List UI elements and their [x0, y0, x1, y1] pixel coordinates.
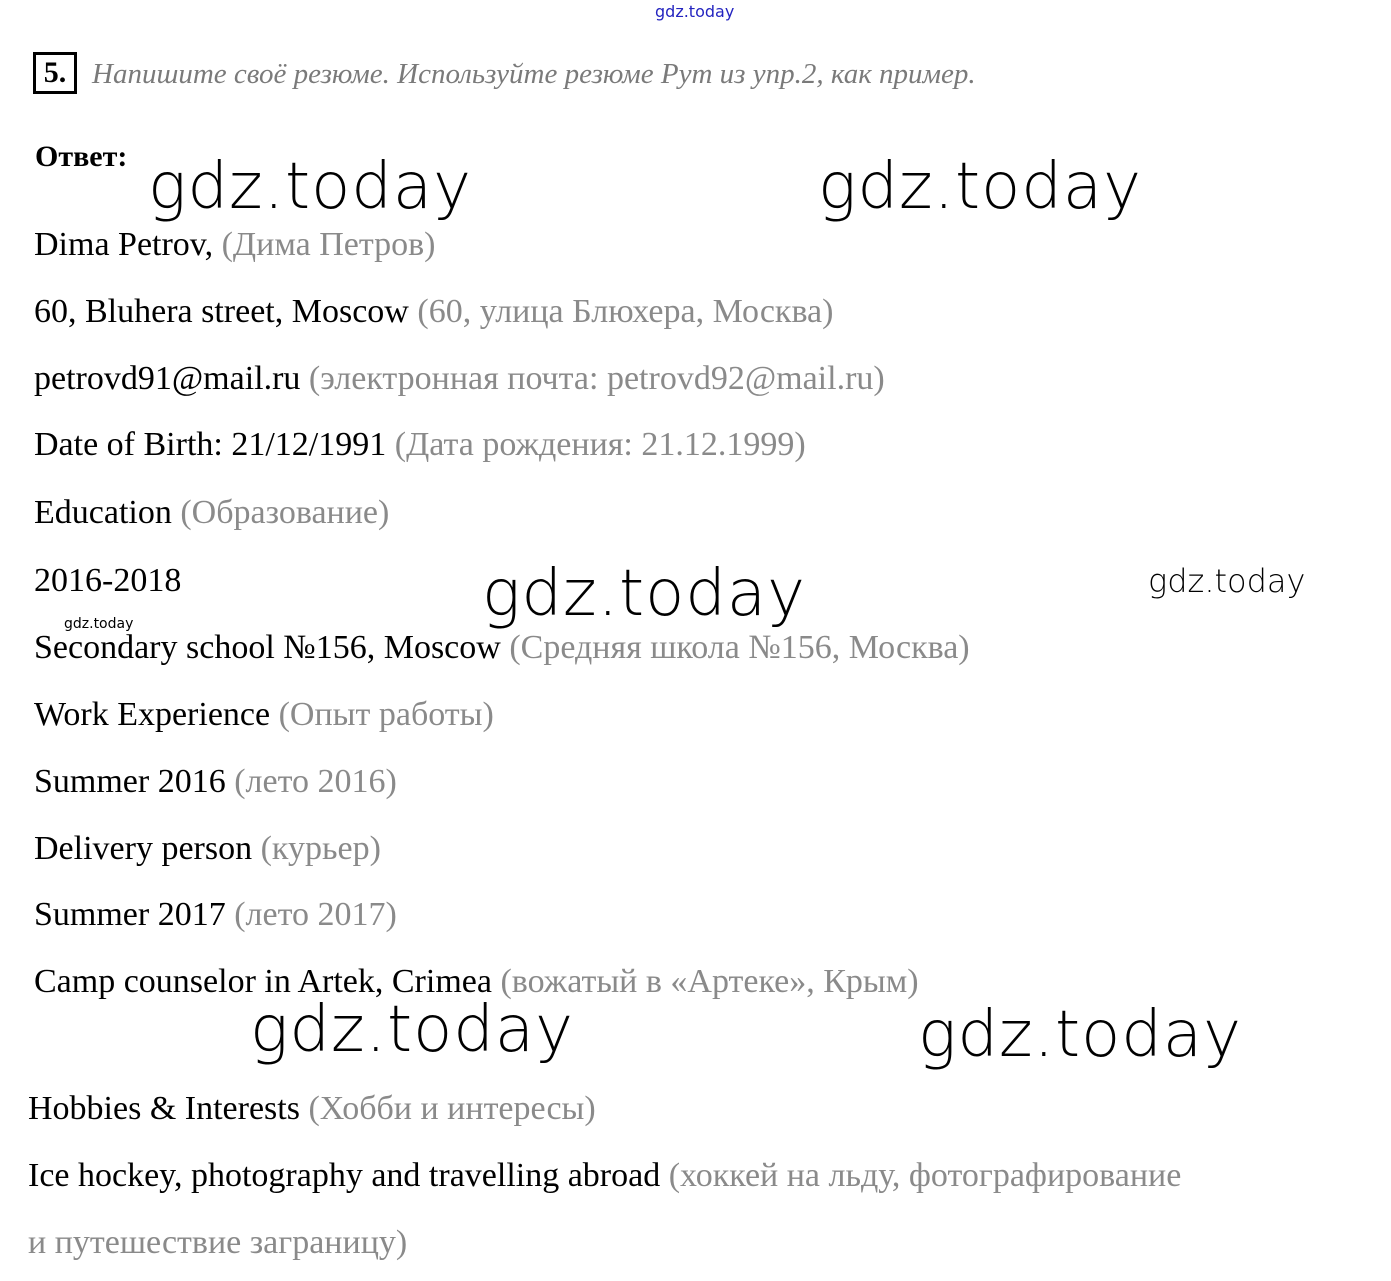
- watermark: gdz.today: [1148, 562, 1306, 600]
- resume-line-hobbies: [28, 1090, 596, 1128]
- line-english: Summer 2017: [34, 896, 226, 933]
- resume-line-address: [34, 293, 833, 331]
- line-english: Summer 2016: [34, 763, 226, 800]
- line-translation: (хоккей на льду, фотографирование: [668, 1157, 1182, 1194]
- line-english: Delivery person: [34, 830, 253, 867]
- resume-line-name: [34, 226, 436, 264]
- line-translation: и путешествие заграницу): [28, 1224, 408, 1261]
- watermark-top: gdz.today: [655, 2, 735, 21]
- line-english: Ice hockey, photography and travelling abroad: [28, 1157, 661, 1194]
- line-translation: (Дата рождения: 21.12.1999): [394, 426, 806, 463]
- line-translation: (Хобби и интересы): [308, 1090, 596, 1127]
- task-number-box: 5.: [33, 52, 77, 94]
- line-translation: (электронная почта: petrovd92@mail.ru): [308, 360, 885, 397]
- resume-line-birth: [34, 426, 806, 464]
- line-english: Secondary school №156, Moscow: [34, 629, 501, 666]
- line-english: 2016-2018: [34, 562, 182, 599]
- watermark: gdz.today: [64, 616, 134, 632]
- line-english: Camp counselor in Artek, Crimea: [34, 963, 492, 1000]
- line-translation: (Средняя школа №156, Москва): [509, 629, 970, 666]
- task-instruction: Напишите своё резюме. Используйте резюме Рут из упр.2, как пример.: [92, 58, 976, 90]
- line-english: Hobbies & Interests: [28, 1090, 300, 1127]
- line-translation: (Опыт работы): [278, 696, 494, 733]
- line-english: Date of Birth: 21/12/1991: [34, 426, 387, 463]
- line-english: petrovd91@mail.ru: [34, 360, 301, 397]
- line-translation: (лето 2017): [234, 896, 397, 933]
- line-translation: (60, улица Блюхера, Москва): [417, 293, 834, 330]
- line-translation: (вожатый в «Артеке», Крым): [500, 963, 919, 1000]
- line-english: Dima Petrov,: [34, 226, 214, 263]
- resume-line-summer-2017: [34, 896, 397, 934]
- watermark: gdz.today: [148, 150, 472, 224]
- line-english: Education: [34, 494, 172, 531]
- resume-line-school: [34, 629, 970, 667]
- line-translation: (Дима Петров): [221, 226, 436, 263]
- line-translation: (Образование): [180, 494, 390, 531]
- resume-line-email: [34, 360, 885, 398]
- resume-line-years: [34, 562, 181, 600]
- resume-line-education: [34, 494, 389, 532]
- resume-line-interests: [28, 1157, 1181, 1195]
- line-translation: (лето 2016): [234, 763, 397, 800]
- resume-line-interests-continued: [28, 1224, 407, 1262]
- line-english: Work Experience: [34, 696, 271, 733]
- watermark: gdz.today: [918, 998, 1242, 1072]
- watermark: gdz.today: [818, 150, 1142, 224]
- line-translation: (курьер): [260, 830, 381, 867]
- resume-line-summer-2016: [34, 763, 397, 801]
- watermark: gdz.today: [250, 993, 574, 1067]
- answer-label: Ответ:: [35, 140, 128, 173]
- line-english: 60, Bluhera street, Moscow: [34, 293, 409, 330]
- watermark: gdz.today: [482, 557, 806, 631]
- resume-line-work: [34, 696, 494, 734]
- resume-line-delivery: [34, 830, 381, 868]
